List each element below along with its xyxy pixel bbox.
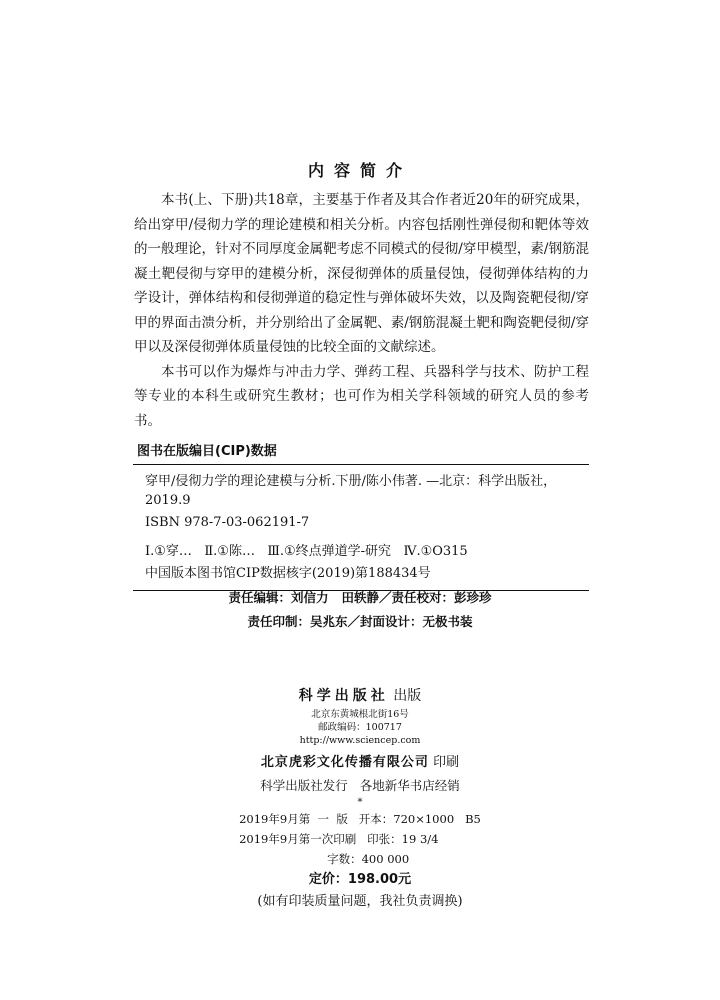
quality-notice: (如有印装质量问题，我社负责调换) (257, 894, 463, 909)
imprint (0, 684, 720, 913)
summary-paragraph: 本书(上、下册)共18章，主要基于作者及其合作者近20年的研究成果，给出穿甲/侵彻力学的理论建模和相关分析。内容包括刚性弹侵彻和靶体等效的一般理论，针对不同厚度金属靶考虑不同模式的侵彻/穿甲模型，素/钢筋混凝土靶侵彻与穿甲的建模分析，深侵彻弹体的质量侵蚀，侵彻弹体结构的力学设计，弹体结构和侵彻弹道的稳定性与弹体破坏失效，以及陶瓷靶侵彻/穿甲的界面击溃分析，并分别给出了金属靶、素/钢筋混凝土靶和陶瓷靶侵彻/穿甲以及深侵彻弹体质量侵蚀的比较全面的文献综述。 (134, 192, 589, 355)
printer-line (0, 751, 720, 775)
word-count: 字数：400 000 (327, 852, 410, 866)
printer-name: 北京虎彩文化传播有限公司 (260, 755, 429, 770)
publisher-postcode: 邮政编码：100717 (318, 722, 402, 733)
editor-credits: 责任编辑：刘信力 田轶静／责任校对：彭珍珍 (228, 590, 492, 605)
distribution: 科学出版社发行 各地新华书店经销 (260, 778, 460, 793)
cip-title: 图书在版编目(CIP)数据 (137, 444, 277, 459)
printer-suffix: 印刷 (433, 755, 460, 770)
credits (0, 586, 720, 634)
cip-entry-line: 穿甲/侵彻力学的理论建模与分析.下册/陈小伟著. —北京：科学出版社， (145, 474, 557, 489)
publisher-suffix: 出版 (393, 688, 422, 704)
cip-core-data: 中国版本图书馆CIP数据核字(2019)第188434号 (145, 566, 431, 581)
cip-block (133, 440, 589, 591)
cip-box (133, 464, 589, 591)
summary-body (134, 188, 589, 433)
publication-specs (239, 809, 481, 869)
cip-classification: Ⅰ.①穿… Ⅱ.①陈… Ⅲ.①终点弹道学-研究 Ⅳ.①O315 (145, 544, 468, 559)
cip-isbn: ISBN 978-7-03-062191-7 (145, 515, 310, 530)
publisher-name: 科学出版社 (298, 688, 389, 704)
summary-title: 内容简介 (307, 161, 412, 180)
price: 定价：198.00元 (308, 872, 412, 887)
production-credits: 责任印制：吴兆东／封面设计：无极书装 (247, 614, 473, 629)
printing-info: 2019年9月第一次印刷 印张：19 3/4 (239, 832, 439, 846)
edition-info: 2019年9月第 一 版 开本：720×1000 B5 (239, 812, 481, 826)
cip-entry-line-continued: 2019.9 (145, 493, 191, 508)
summary-paragraph: 本书可以作为爆炸与冲击力学、弹药工程、兵器科学与技术、防护工程等专业的本科生或研究生教材；也可作为相关学科领域的研究人员的参考书。 (134, 363, 589, 429)
separator-star: * (357, 797, 363, 808)
publisher-line (0, 684, 720, 708)
publisher-website: http://www.sciencep.com (299, 735, 421, 746)
publisher-address: 北京东黄城根北街16号 (311, 709, 409, 720)
